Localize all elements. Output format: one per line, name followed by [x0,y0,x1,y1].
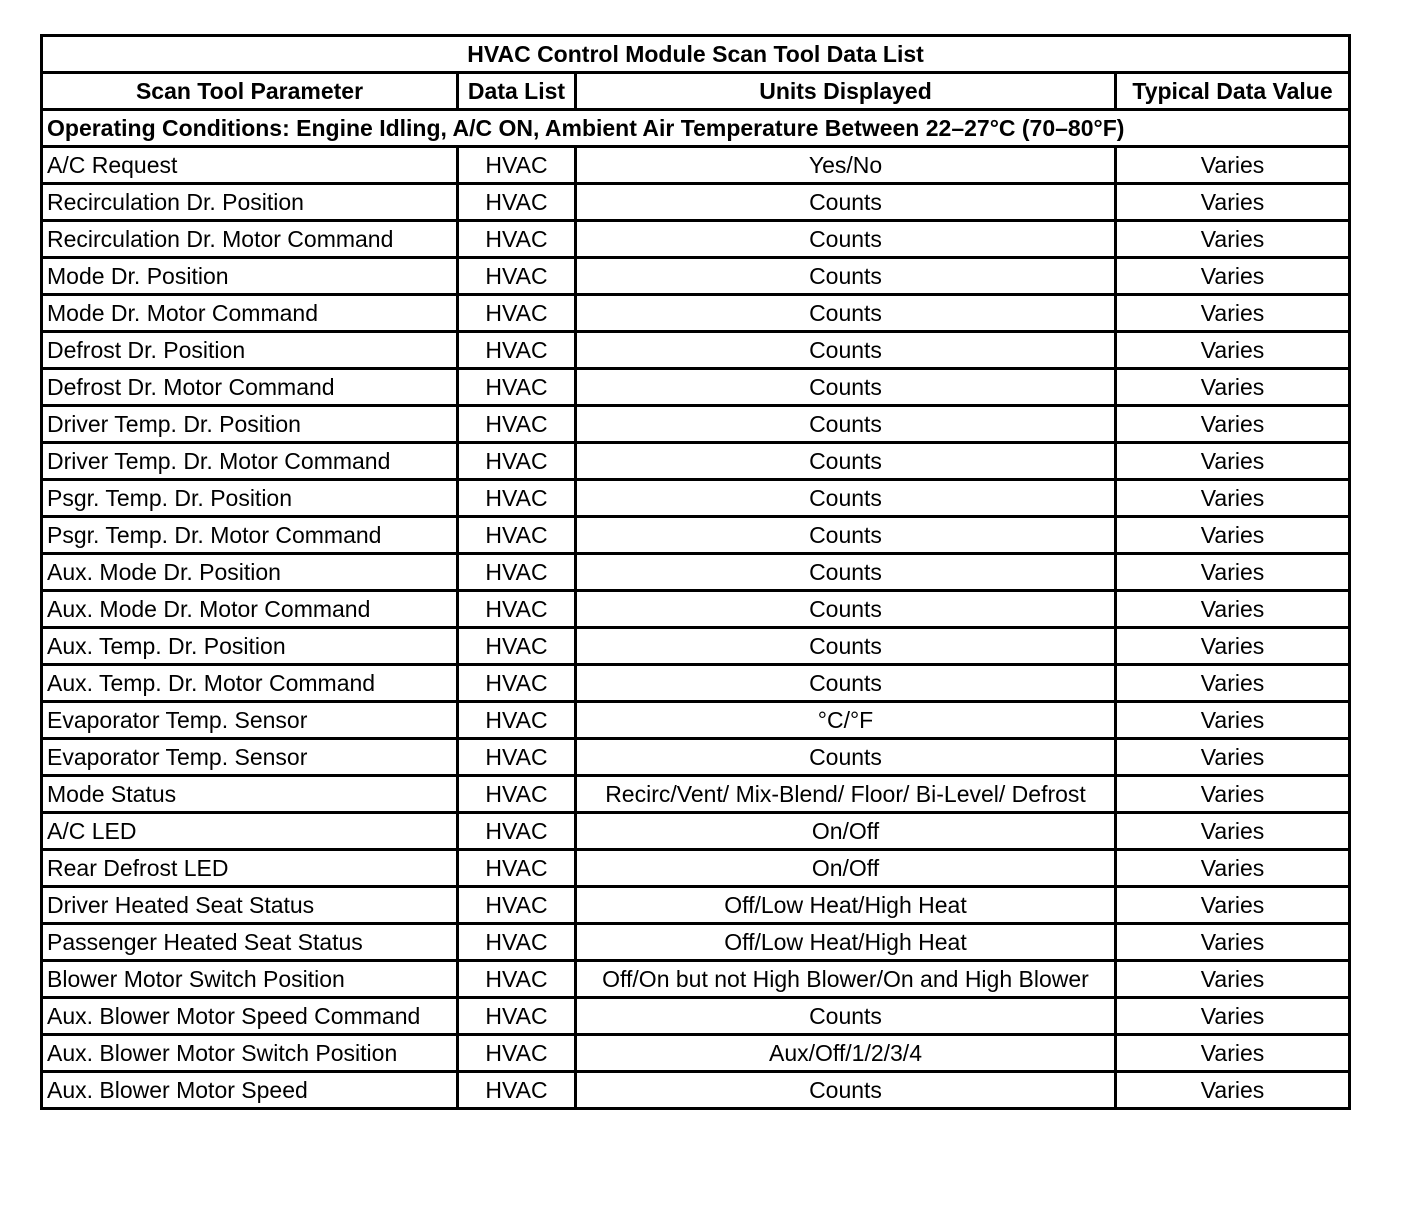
parameter-cell: Aux. Blower Motor Speed Command [42,998,458,1035]
header-typical-data-value: Typical Data Value [1116,73,1350,110]
table-row [42,924,1350,961]
typical-value-cell: Varies [1116,480,1350,517]
typical-value-cell: Varies [1116,517,1350,554]
typical-value-cell: Varies [1116,776,1350,813]
data-list-cell: HVAC [458,369,576,406]
data-list-cell: HVAC [458,850,576,887]
data-list-cell: HVAC [458,332,576,369]
parameter-cell: Mode Dr. Position [42,258,458,295]
data-list-cell: HVAC [458,776,576,813]
typical-value-cell: Varies [1116,591,1350,628]
units-cell: Counts [576,443,1116,480]
parameter-cell: Aux. Mode Dr. Position [42,554,458,591]
units-cell: Counts [576,332,1116,369]
units-cell: Off/On but not High Blower/On and High Blower [576,961,1116,998]
units-cell: Counts [576,998,1116,1035]
parameter-cell: Aux. Temp. Dr. Motor Command [42,665,458,702]
data-list-cell: HVAC [458,554,576,591]
typical-value-cell: Varies [1116,332,1350,369]
table-row [42,147,1350,184]
units-cell: Counts [576,739,1116,776]
parameter-cell: Defrost Dr. Position [42,332,458,369]
units-cell: Counts [576,665,1116,702]
parameter-cell: Recirculation Dr. Motor Command [42,221,458,258]
units-cell: Aux/Off/1/2/3/4 [576,1035,1116,1072]
table-row [42,1072,1350,1109]
parameter-cell: Driver Heated Seat Status [42,887,458,924]
typical-value-cell: Varies [1116,739,1350,776]
table-row [42,665,1350,702]
units-cell: Counts [576,517,1116,554]
parameter-cell: Psgr. Temp. Dr. Position [42,480,458,517]
table-row [42,591,1350,628]
operating-conditions: Operating Conditions: Engine Idling, A/C ON, Ambient Air Temperature Between 22–27°C (70–80°F) [42,110,1350,147]
title-row [42,36,1350,73]
parameter-cell: Passenger Heated Seat Status [42,924,458,961]
data-list-cell: HVAC [458,221,576,258]
data-list-cell: HVAC [458,665,576,702]
table-row [42,332,1350,369]
parameter-cell: Recirculation Dr. Position [42,184,458,221]
typical-value-cell: Varies [1116,665,1350,702]
header-row [42,73,1350,110]
parameter-cell: Mode Status [42,776,458,813]
typical-value-cell: Varies [1116,369,1350,406]
data-list-cell: HVAC [458,1035,576,1072]
table-row [42,369,1350,406]
units-cell: On/Off [576,813,1116,850]
units-cell: Counts [576,591,1116,628]
typical-value-cell: Varies [1116,258,1350,295]
table-row [42,702,1350,739]
parameter-cell: Blower Motor Switch Position [42,961,458,998]
units-cell: Counts [576,628,1116,665]
table-title: HVAC Control Module Scan Tool Data List [42,36,1350,73]
data-list-cell: HVAC [458,517,576,554]
table-row [42,961,1350,998]
parameter-cell: A/C LED [42,813,458,850]
data-list-cell: HVAC [458,739,576,776]
table-row [42,554,1350,591]
parameter-cell: Evaporator Temp. Sensor [42,739,458,776]
typical-value-cell: Varies [1116,961,1350,998]
units-cell: Counts [576,369,1116,406]
table-row [42,887,1350,924]
typical-value-cell: Varies [1116,850,1350,887]
parameter-cell: Aux. Mode Dr. Motor Command [42,591,458,628]
table-row [42,998,1350,1035]
parameter-cell: Psgr. Temp. Dr. Motor Command [42,517,458,554]
table-row [42,628,1350,665]
units-cell: Counts [576,406,1116,443]
typical-value-cell: Varies [1116,147,1350,184]
units-cell: Counts [576,554,1116,591]
parameter-cell: Aux. Blower Motor Switch Position [42,1035,458,1072]
typical-value-cell: Varies [1116,924,1350,961]
units-cell: °C/°F [576,702,1116,739]
table-row [42,184,1350,221]
typical-value-cell: Varies [1116,1035,1350,1072]
units-cell: On/Off [576,850,1116,887]
units-cell: Counts [576,258,1116,295]
data-list-cell: HVAC [458,147,576,184]
typical-value-cell: Varies [1116,554,1350,591]
typical-value-cell: Varies [1116,443,1350,480]
units-cell: Off/Low Heat/High Heat [576,924,1116,961]
scan-tool-data-table [40,34,1351,1110]
table-body [42,147,1350,1109]
table-row [42,813,1350,850]
typical-value-cell: Varies [1116,887,1350,924]
table-row [42,739,1350,776]
units-cell: Counts [576,221,1116,258]
parameter-cell: Driver Temp. Dr. Position [42,406,458,443]
parameter-cell: Aux. Temp. Dr. Position [42,628,458,665]
table-row [42,776,1350,813]
data-list-cell: HVAC [458,924,576,961]
parameter-cell: Driver Temp. Dr. Motor Command [42,443,458,480]
table-row [42,850,1350,887]
typical-value-cell: Varies [1116,221,1350,258]
typical-value-cell: Varies [1116,295,1350,332]
typical-value-cell: Varies [1116,1072,1350,1109]
data-list-cell: HVAC [458,591,576,628]
data-list-cell: HVAC [458,961,576,998]
data-list-cell: HVAC [458,443,576,480]
data-list-cell: HVAC [458,184,576,221]
data-list-cell: HVAC [458,258,576,295]
table-row [42,517,1350,554]
data-list-cell: HVAC [458,702,576,739]
units-cell: Counts [576,1072,1116,1109]
table-row [42,221,1350,258]
parameter-cell: Aux. Blower Motor Speed [42,1072,458,1109]
units-cell: Recirc/Vent/ Mix-Blend/ Floor/ Bi-Level/ Defrost [576,776,1116,813]
typical-value-cell: Varies [1116,813,1350,850]
typical-value-cell: Varies [1116,184,1350,221]
units-cell: Off/Low Heat/High Heat [576,887,1116,924]
table-row [42,295,1350,332]
units-cell: Counts [576,295,1116,332]
units-cell: Yes/No [576,147,1116,184]
units-cell: Counts [576,480,1116,517]
typical-value-cell: Varies [1116,702,1350,739]
table-row [42,258,1350,295]
operating-conditions-row [42,110,1350,147]
data-list-cell: HVAC [458,887,576,924]
parameter-cell: Defrost Dr. Motor Command [42,369,458,406]
header-data-list: Data List [458,73,576,110]
typical-value-cell: Varies [1116,406,1350,443]
data-list-cell: HVAC [458,998,576,1035]
parameter-cell: A/C Request [42,147,458,184]
typical-value-cell: Varies [1116,998,1350,1035]
data-list-cell: HVAC [458,406,576,443]
data-list-cell: HVAC [458,628,576,665]
table-row [42,443,1350,480]
data-list-cell: HVAC [458,1072,576,1109]
data-list-cell: HVAC [458,295,576,332]
header-units-displayed: Units Displayed [576,73,1116,110]
parameter-cell: Mode Dr. Motor Command [42,295,458,332]
table-row [42,1035,1350,1072]
parameter-cell: Rear Defrost LED [42,850,458,887]
header-scan-tool-parameter: Scan Tool Parameter [42,73,458,110]
parameter-cell: Evaporator Temp. Sensor [42,702,458,739]
table-row [42,480,1350,517]
typical-value-cell: Varies [1116,628,1350,665]
table-row [42,406,1350,443]
units-cell: Counts [576,184,1116,221]
data-list-cell: HVAC [458,813,576,850]
data-list-cell: HVAC [458,480,576,517]
